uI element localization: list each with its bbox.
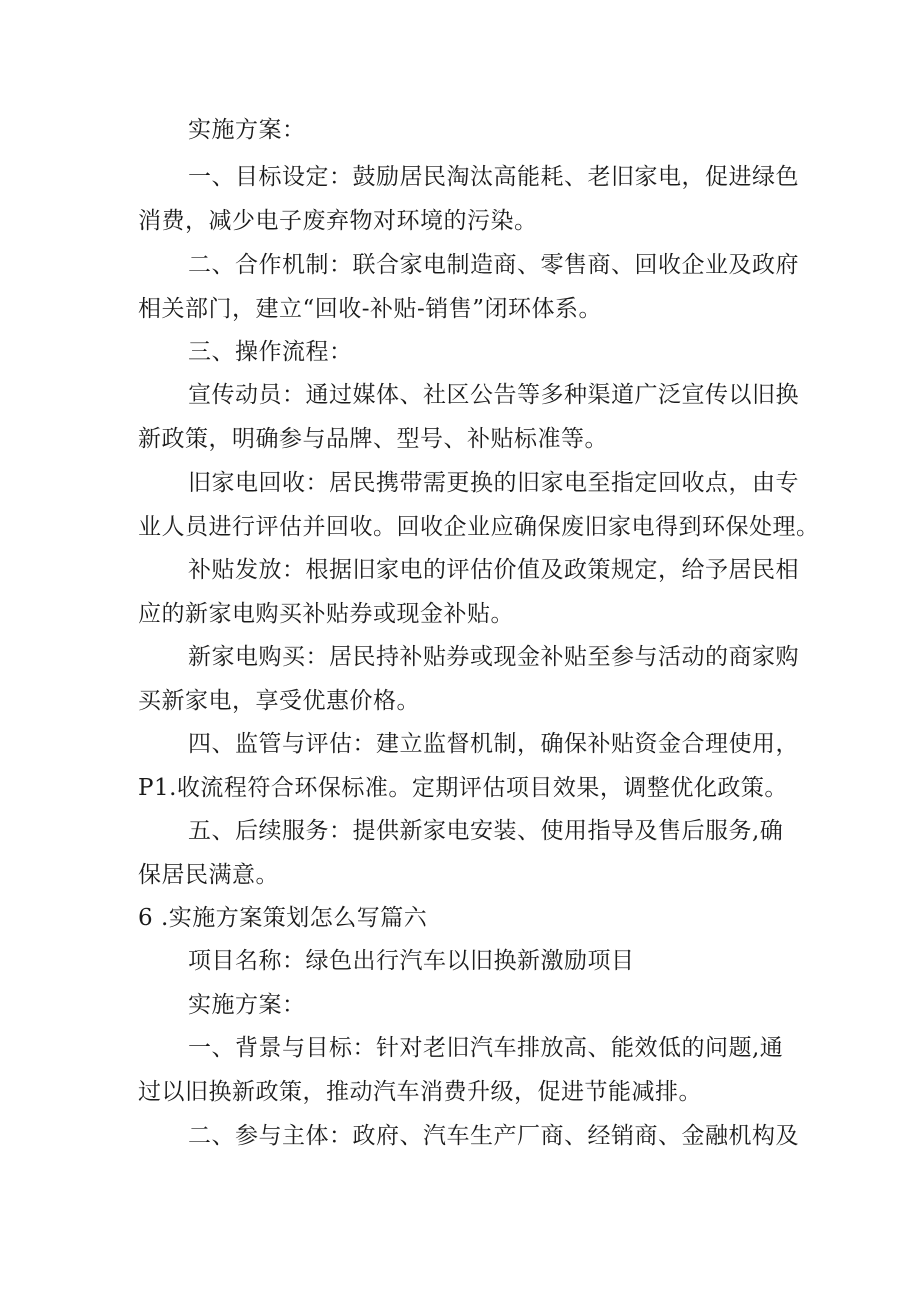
text-line: 宣传动员：通过媒体、社区公告等多种渠道广泛宣传以旧换 [188,382,799,408]
text-line: 过以旧换新政策，推动汽车消费升级，促进节能减排。 [138,1079,702,1105]
text-line: 保居民满意。 [138,862,279,888]
text-line: 相关部门，建立“回收-补贴-销售”闭环体系。 [138,296,603,322]
text-line: 补贴发放：根据旧家电的评估价值及政策规定，给予居民相 [188,557,799,583]
text-line: 二、参与主体：政府、汽车生产厂商、经销商、金融机构及 [188,1123,799,1149]
text-line: 一、背景与目标：针对老旧汽车排放高、能效低的问题,通 [188,1035,784,1061]
text-line: 旧家电回收：居民携带需更换的旧家电至指定回收点，由专 [188,470,799,496]
text-line: 一、目标设定：鼓励居民淘汰高能耗、老旧家电，促进绿色 [188,164,799,190]
text-line: 消费，减少电子废弃物对环境的污染。 [138,208,538,234]
text-line: 三、操作流程： [188,339,353,365]
text-line: 项目名称：绿色出行汽车以旧换新激励项目 [188,948,635,974]
text-line: P1.收流程符合环保标准。定期评估项目效果，调整优化政策。 [138,775,788,801]
text-line: 新政策，明确参与品牌、型号、补贴标准等。 [138,426,608,452]
text-line: 实施方案： [188,117,306,143]
section-heading: 6 .实施方案策划怎么写篇六 [138,905,428,931]
text-line: 四、监管与评估：建立监督机制，确保补贴资金合理使用， [188,731,799,757]
text-line: 新家电购买：居民持补贴券或现金补贴至参与活动的商家购 [188,644,799,670]
text-line: 五、后续服务：提供新家电安装、使用指导及售后服务,确 [188,818,784,844]
text-line: 应的新家电购买补贴券或现金补贴。 [138,601,514,627]
text-line: 业人员进行评估并回收。回收企业应确保废旧家电得到环保处理。 [138,514,820,540]
text-line: 二、合作机制：联合家电制造商、零售商、回收企业及政府 [188,252,799,278]
text-line: 买新家电，享受优惠价格。 [138,688,420,714]
text-line: 实施方案： [188,992,306,1018]
